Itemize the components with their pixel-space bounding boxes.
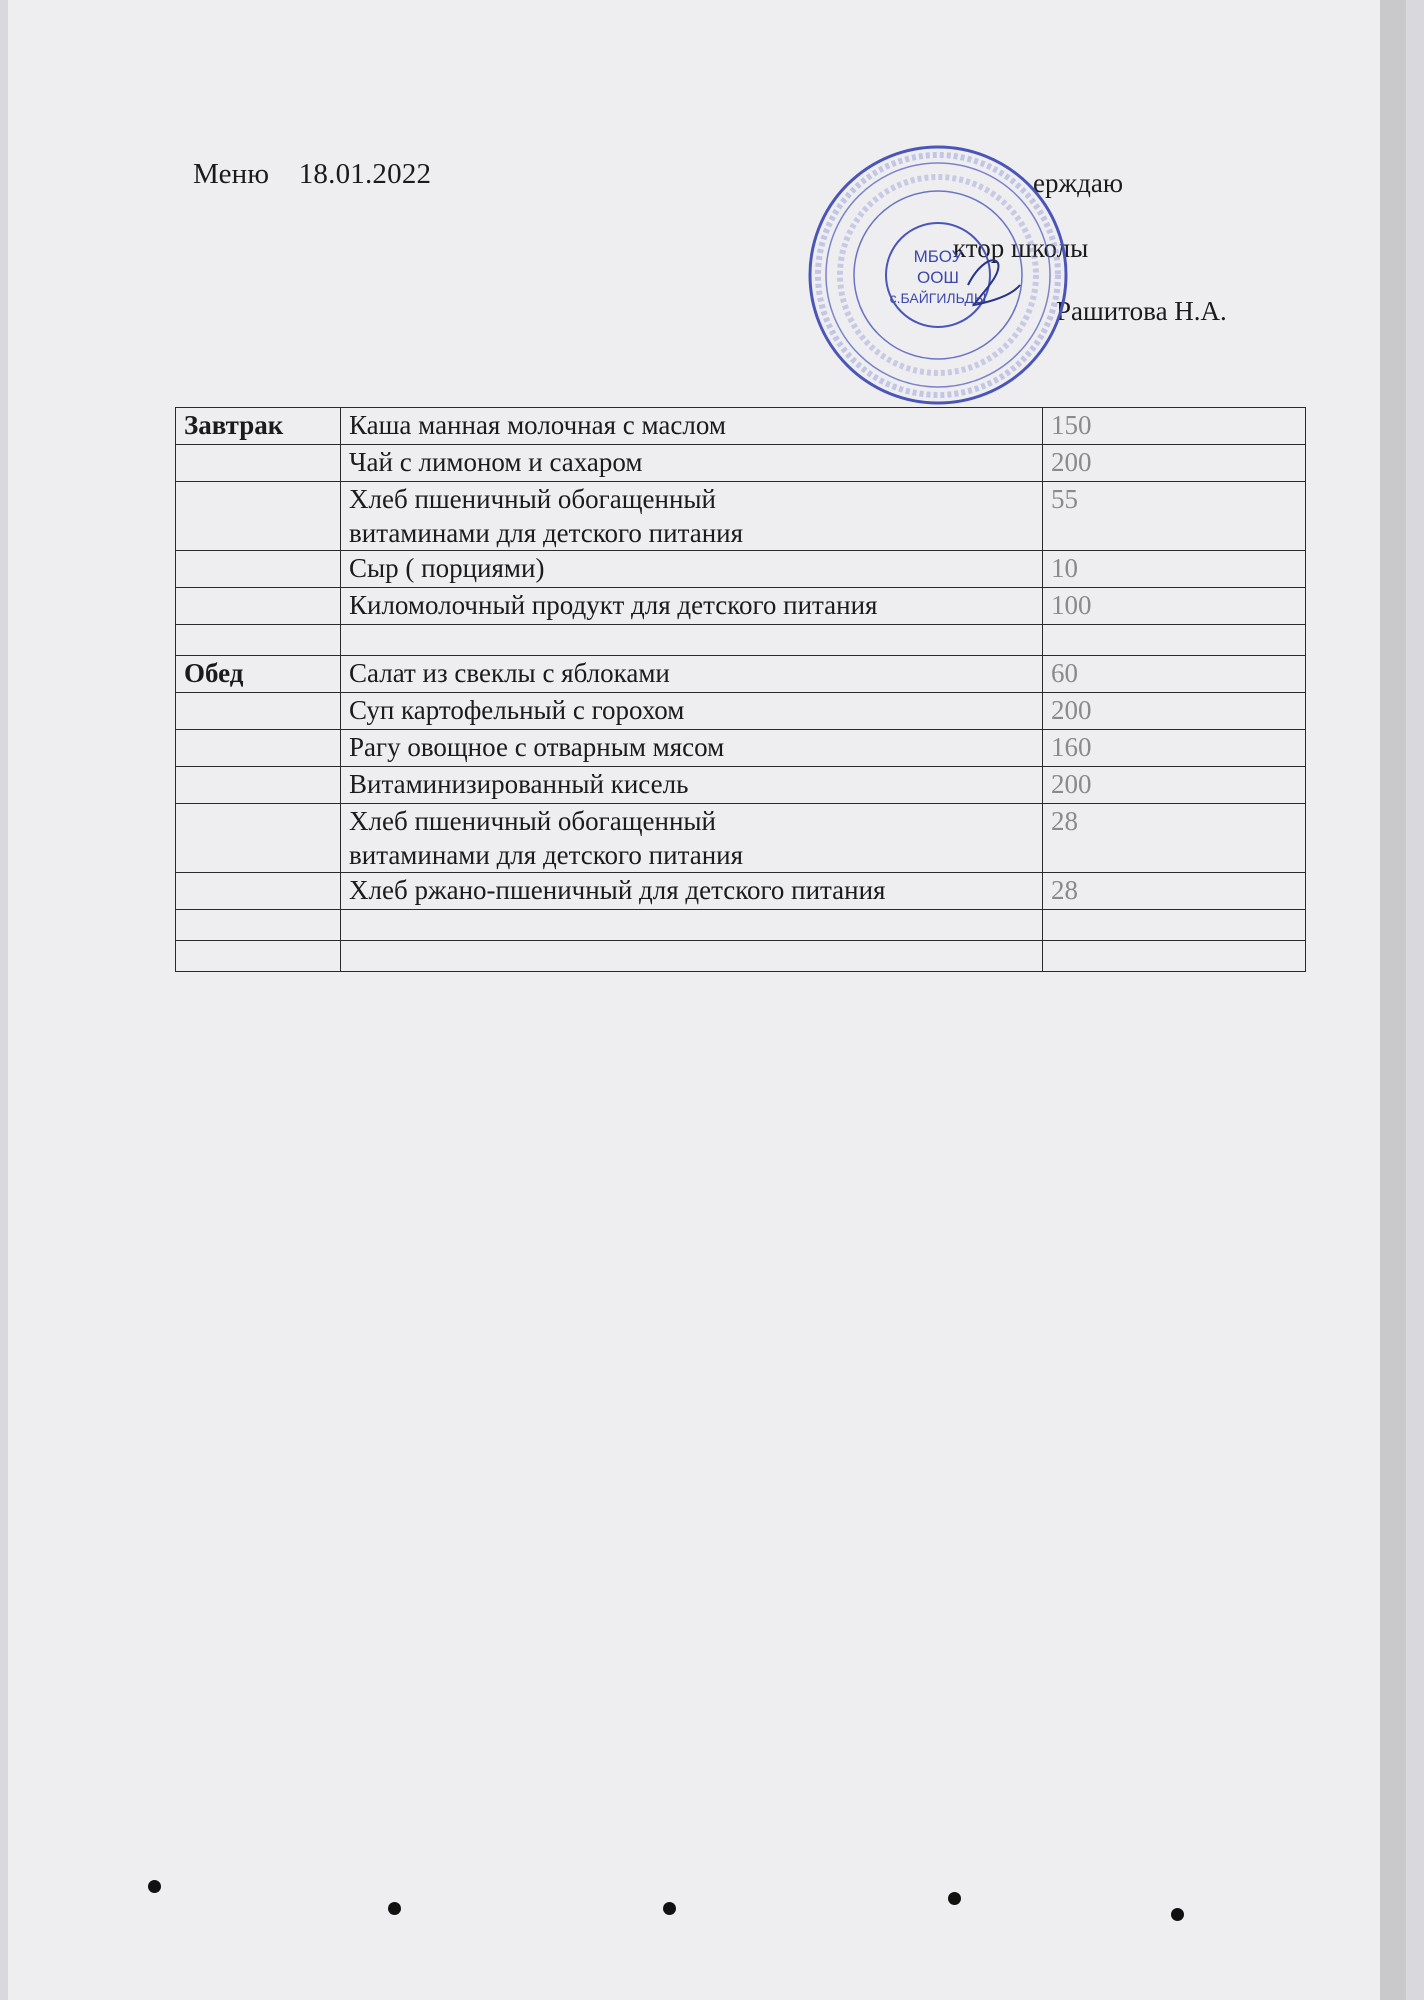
- portion-weight-cell: 28: [1043, 873, 1306, 910]
- dish-name-cell: [341, 625, 1043, 656]
- menu-table: [175, 407, 1306, 972]
- menu-row: [176, 408, 1306, 445]
- meal-type-cell: [176, 625, 341, 656]
- menu-row: [176, 693, 1306, 730]
- menu-row: [176, 873, 1306, 910]
- meal-type-cell: [176, 482, 341, 551]
- meal-type-cell: Завтрак: [176, 408, 341, 445]
- meal-type-cell: [176, 941, 341, 972]
- portion-weight-cell: [1043, 941, 1306, 972]
- portion-weight-cell: 100: [1043, 588, 1306, 625]
- menu-title: [193, 158, 431, 191]
- portion-weight-cell: 160: [1043, 730, 1306, 767]
- dish-name-cell: [341, 910, 1043, 941]
- portion-weight-cell: 60: [1043, 656, 1306, 693]
- meal-type-cell: [176, 804, 341, 873]
- dish-name-cell: Салат из свеклы с яблоками: [341, 656, 1043, 693]
- meal-type-cell: [176, 588, 341, 625]
- dish-name-cell: Каша манная молочная с маслом: [341, 408, 1043, 445]
- school-seal-stamp: [798, 135, 1078, 415]
- punch-hole: [948, 1892, 961, 1905]
- menu-row: [176, 625, 1306, 656]
- meal-type-cell: [176, 445, 341, 482]
- meal-type-cell: [176, 693, 341, 730]
- stamp-line-2: ООШ: [916, 268, 960, 287]
- meal-type-cell: Обед: [176, 656, 341, 693]
- meal-type-cell: [176, 730, 341, 767]
- punch-hole: [388, 1902, 401, 1915]
- approval-signatory: Рашитова Н.А.: [1056, 296, 1227, 326]
- dish-name-cell: Сыр ( порциями): [341, 551, 1043, 588]
- portion-weight-cell: [1043, 910, 1306, 941]
- menu-table-body: [176, 408, 1306, 972]
- dish-name-cell: Суп картофельный с горохом: [341, 693, 1043, 730]
- menu-row: [176, 482, 1306, 551]
- menu-row: [176, 730, 1306, 767]
- menu-row: [176, 941, 1306, 972]
- portion-weight-cell: 200: [1043, 767, 1306, 804]
- portion-weight-cell: 55: [1043, 482, 1306, 551]
- portion-weight-cell: 150: [1043, 408, 1306, 445]
- meal-type-cell: [176, 551, 341, 588]
- dish-name-cell: Киломолочный продукт для детского питания: [341, 588, 1043, 625]
- dish-name-cell: Хлеб ржано-пшеничный для детского питания: [341, 873, 1043, 910]
- meal-type-cell: [176, 910, 341, 941]
- punch-hole: [148, 1880, 161, 1893]
- dish-name-cell: Хлеб пшеничный обогащенный витаминами для детского питания: [341, 804, 1043, 873]
- portion-weight-cell: 200: [1043, 445, 1306, 482]
- punch-hole: [1171, 1908, 1184, 1921]
- dish-name-cell: Рагу овощное с отварным мясом: [341, 730, 1043, 767]
- scan-edge: [1380, 0, 1406, 2000]
- portion-weight-cell: 10: [1043, 551, 1306, 588]
- portion-weight-cell: 200: [1043, 693, 1306, 730]
- menu-row: [176, 445, 1306, 482]
- portion-weight-cell: 28: [1043, 804, 1306, 873]
- dish-name-cell: Чай с лимоном и сахаром: [341, 445, 1043, 482]
- meal-type-cell: [176, 873, 341, 910]
- menu-row: [176, 804, 1306, 873]
- dish-name-cell: Хлеб пшеничный обогащенный витаминами для детского питания: [341, 482, 1043, 551]
- menu-row: [176, 551, 1306, 588]
- menu-row: [176, 910, 1306, 941]
- menu-row: [176, 767, 1306, 804]
- stamp-line-3: с.БАЙГИЛЬДЫ: [889, 290, 987, 306]
- menu-row: [176, 656, 1306, 693]
- menu-label: Меню: [193, 158, 270, 190]
- meal-type-cell: [176, 767, 341, 804]
- menu-row: [176, 588, 1306, 625]
- punch-hole: [663, 1902, 676, 1915]
- dish-name-cell: Витаминизированный кисель: [341, 767, 1043, 804]
- portion-weight-cell: [1043, 625, 1306, 656]
- dish-name-cell: [341, 941, 1043, 972]
- menu-date: 18.01.2022: [298, 158, 432, 190]
- document-page: [8, 0, 1406, 2000]
- approval-line-1: ерждаю: [1033, 168, 1124, 198]
- stamp-line-1: МБОУ: [913, 247, 963, 266]
- approval-line-2: ктор школы: [953, 233, 1089, 263]
